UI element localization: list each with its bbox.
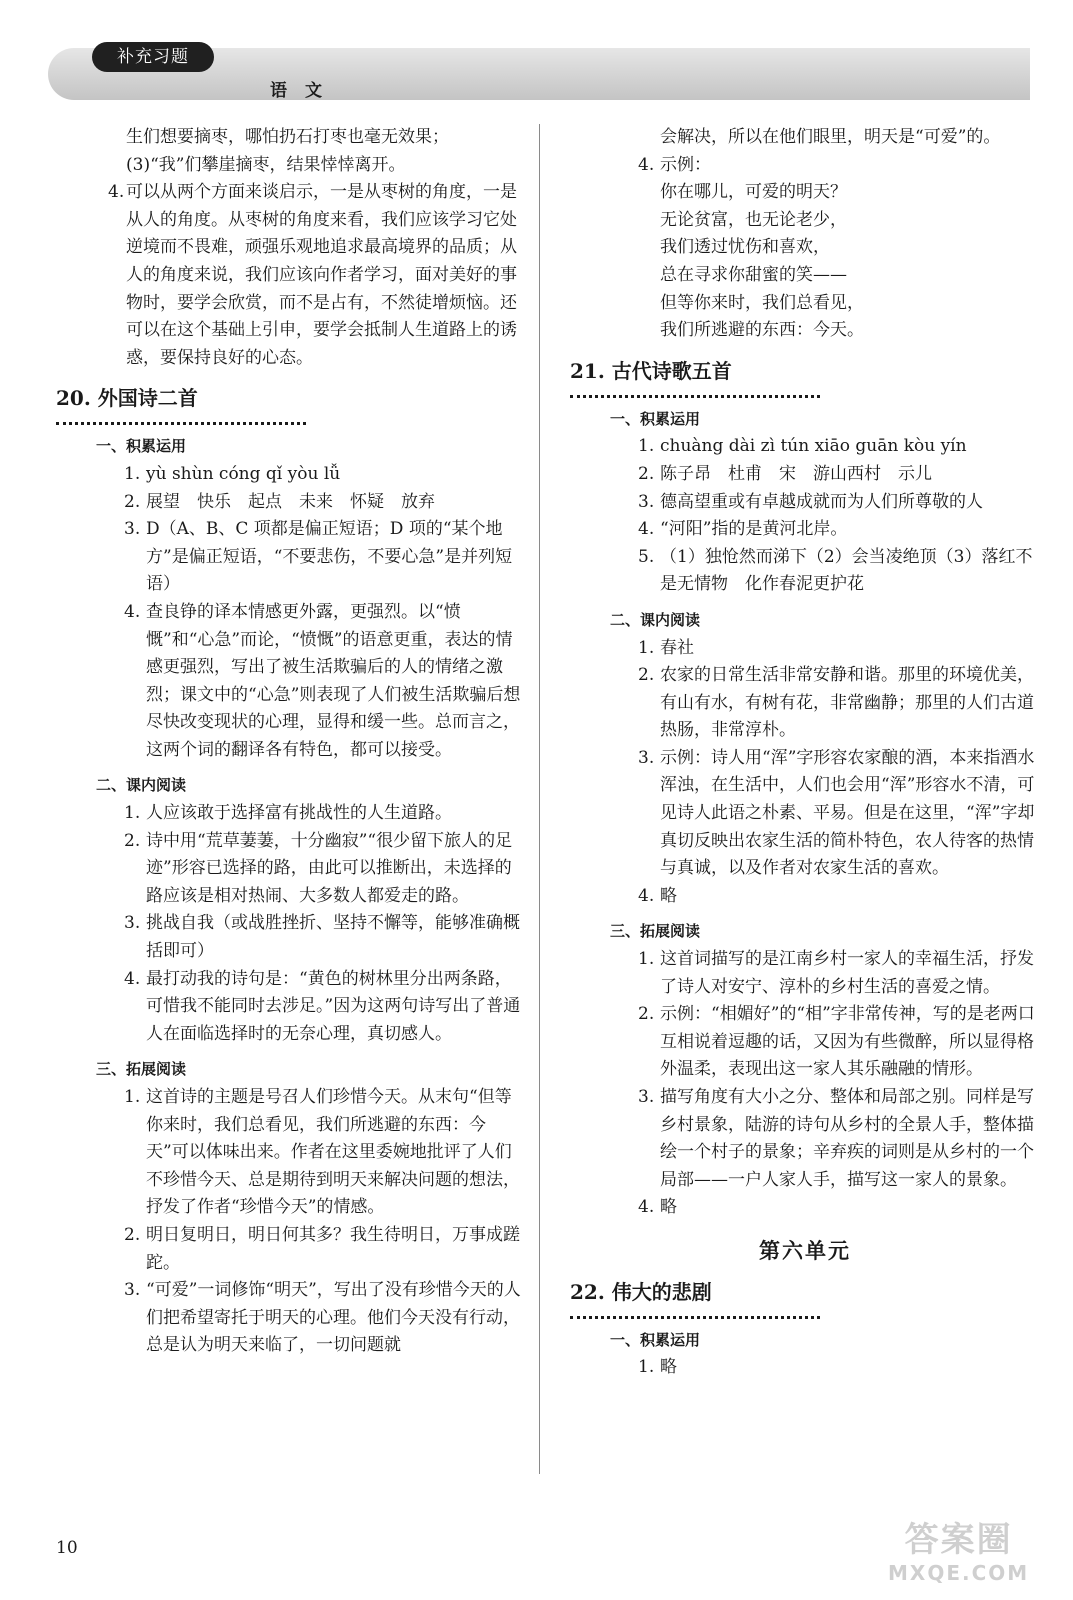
- item-text: 挑战自我（或战胜挫折、坚持不懈等，能够准确概括即可）: [146, 913, 520, 962]
- item-number: 3.: [124, 913, 141, 934]
- item-text: D（A、B、C 项都是偏正短语；D 项的“某个地方”是偏正短语，“不要悲伤，不要心急”是并列短语）: [146, 519, 513, 595]
- sub-heading: 一、积累运用: [610, 1330, 701, 1349]
- item-text: 这首诗的主题是号召人们珍惜今天。从末句“但等你来时，我们总看见，我们所逃避的东西：今天”可以体味出来。作者在这里委婉地批评了人们不珍惜今天、总是期待到明天来解决问题的想法，抒发了作者“珍惜今天”的情感。: [146, 1087, 520, 1218]
- answer-item: [570, 461, 1040, 489]
- answer-item: [570, 946, 1040, 1001]
- item-text: 诗中用“荒草萋萋，十分幽寂”“很少留下旅人的足迹”形容已选择的路，由此可以推断出，未选择的路应该是相对热闹、大多数人都爱走的路。: [146, 830, 513, 906]
- answer-item: [56, 910, 524, 965]
- item-text: 略: [660, 885, 677, 906]
- item-text: 描写角度有大小之分、整体和局部之别。同样是写乡村景象，陆游的诗句从乡村的全景人手，整体描绘一个村子的景象；辛弃疾的词则是从乡村的一个局部——一户人家人手，描写这一家人的景象。: [660, 1087, 1034, 1190]
- answer-item: [570, 516, 1040, 544]
- watermark-sub: MXQE.COM: [888, 1561, 1030, 1585]
- item-number: 2.: [124, 1224, 141, 1245]
- item-number: 4.: [638, 1197, 655, 1218]
- sub-heading: 三、拓展阅读: [610, 922, 701, 941]
- item-text: “河阳”指的是黄河北岸。: [660, 519, 848, 540]
- sub-heading: 一、积累运用: [610, 409, 701, 428]
- item-number: 3.: [638, 491, 655, 512]
- item-text: 德高望重或有卓越成就而为人们所尊敬的人: [660, 491, 983, 512]
- answer-item: [570, 745, 1040, 883]
- section-title-21: 21. 古代诗歌五首: [570, 357, 820, 398]
- header-subject: 语文: [270, 81, 340, 101]
- item-number: 1.: [638, 1357, 655, 1378]
- answer-item: [56, 1222, 524, 1277]
- poem-line: 你在哪儿，可爱的明天？: [660, 182, 847, 203]
- answer-item: [56, 1084, 524, 1222]
- item-number: 1.: [638, 637, 655, 658]
- item-text: 人应该敢于选择富有挑战性的人生道路。: [146, 803, 452, 824]
- answer-item: [56, 599, 524, 765]
- item-text: 示例：诗人用“浑”字形容农家酿的酒，本来指酒水浑浊，在生活中，人们也会用“浑”形容水不清，可见诗人此语之朴素、平易。但是在这里，“浑”字却真切反映出农家生活的简朴特色，农人待客的热情与真诚，以及作者对农家生活的喜欢。: [660, 747, 1035, 879]
- poem-block: [570, 179, 1040, 345]
- continued-line: 会解决，所以在他们眼里，明天是“可爱”的。: [660, 127, 1001, 147]
- answer-item: [570, 544, 1040, 599]
- poem-line: 总在寻求你甜蜜的笑——: [660, 264, 847, 285]
- item-number: 2.: [638, 1004, 655, 1025]
- answer-item: [56, 489, 524, 517]
- poem-line: 但等你来时，我们总看见，: [660, 292, 864, 313]
- item-number: 1.: [638, 436, 655, 457]
- item-text: 略: [660, 1197, 677, 1218]
- answer-item: [570, 883, 1040, 911]
- item-text: 可以从两个方面来谈启示，一是从枣树的角度，一是从人的角度。从枣树的角度来看，我们应该学习它处逆境而不畏难，顽强乐观地追求最高境界的品质；从人的角度来说，我们应该向作者学习，面对美好的事物时，要学会欣赏，而不是占有，不然徒增烦恼。还可以在这个基础上引申，要学会抵制人生道路上的诱惑，要保持良好的心态。: [126, 182, 517, 368]
- item-number: 4.: [638, 154, 655, 175]
- item-text: 这首词描写的是江南乡村一家人的幸福生活，抒发了诗人对安宁、淳朴的乡村生活的喜爱之情。: [660, 949, 1034, 997]
- item-number: 4.: [108, 182, 125, 203]
- sub-heading: 二、课内阅读: [96, 776, 187, 795]
- poem-line: 我们透过忧伤和喜欢，: [660, 237, 830, 258]
- sub-heading: 一、积累运用: [96, 437, 187, 456]
- item-text: 明日复明日，明日何其多？我生待明日，万事成蹉跎。: [146, 1224, 520, 1273]
- item-text: yù shùn cóng qǐ yòu lǚ: [146, 463, 341, 484]
- continued-line-1: 生们想要摘枣，哪怕扔石打枣也毫无效果；: [126, 127, 449, 147]
- watermark: [888, 1512, 1029, 1585]
- item-text: 陈子昂 杜甫 宋 游山西村 示儿: [660, 463, 932, 484]
- item-text: 略: [660, 1357, 677, 1378]
- item-text: 查良铮的译本情感更外露，更强烈。以“愤慨”和“心急”而论，“愤慨”的语意更重，表达的情感更强烈，写出了被生活欺骗后的人的情绪之激烈；课文中的“心急”则表现了人们被生活欺骗后想尽快改变现状的心理，显得和缓一些。总而言之，这两个词的翻译各有特色，都可以接受。: [146, 601, 521, 760]
- answer-item: [570, 635, 1040, 663]
- sub-heading: 三、拓展阅读: [96, 1060, 187, 1079]
- sub-heading: 二、课内阅读: [610, 610, 701, 629]
- item-number: 1.: [124, 1087, 141, 1107]
- answer-item: [570, 1194, 1040, 1222]
- section-title-22: 22. 伟大的悲剧: [570, 1278, 820, 1319]
- answer-item: [56, 828, 524, 911]
- item-number: 5.: [638, 546, 655, 567]
- answer-item: [570, 662, 1040, 745]
- answer-item: [56, 461, 524, 489]
- item-number: 3.: [638, 1087, 655, 1107]
- item-number: 3.: [124, 1280, 141, 1301]
- item-number: 3.: [638, 747, 655, 768]
- answer-item: [570, 489, 1040, 517]
- item-number: 4.: [638, 885, 655, 906]
- answer-item: [56, 516, 524, 599]
- answer-item: [56, 800, 524, 828]
- item-number: 1.: [638, 949, 655, 970]
- header-tab: 补充习题: [92, 42, 214, 72]
- item-number: 4.: [124, 968, 141, 989]
- item-text: 展望 快乐 起点 未来 怀疑 放弃: [146, 491, 435, 512]
- answer-item: [570, 1001, 1040, 1084]
- answer-item: [570, 152, 1040, 180]
- page-number: 10: [56, 1538, 78, 1558]
- item-number: 2.: [638, 463, 655, 484]
- item-number: 2.: [124, 830, 141, 851]
- right-column: [570, 124, 1040, 1382]
- item-text: “可爱”一词修饰“明天”，写出了没有珍惜今天的人们把希望寄托于明天的心理。他们今天没有行动，总是认为明天来临了，一切问题就: [146, 1280, 521, 1356]
- answer-item: [56, 179, 524, 372]
- item-text: 示例：: [660, 154, 711, 175]
- watermark-main: 答案圈: [904, 1520, 1013, 1560]
- unit-title: 第六单元: [759, 1238, 851, 1263]
- section-title-20: 20. 外国诗二首: [56, 384, 306, 425]
- answer-item: [570, 1354, 1040, 1382]
- item-text: 农家的日常生活非常安静和谐。那里的环境优美，有山有水，有树有花，非常幽静；那里的人们古道热肠，非常淳朴。: [660, 665, 1034, 741]
- answer-item: [570, 433, 1040, 461]
- poem-line: 无论贫富，也无论老少，: [660, 209, 847, 230]
- item-text: chuàng dài zì tún xiāo guān kòu yín: [660, 436, 967, 457]
- item-number: 2.: [124, 491, 141, 512]
- answer-item: [56, 966, 524, 1049]
- column-divider: [539, 124, 540, 1474]
- answer-item: [56, 1277, 524, 1360]
- answer-item: [570, 1084, 1040, 1194]
- continued-line-2: (3)“我”们攀崖摘枣，结果悻悻离开。: [126, 154, 406, 175]
- item-text: 春社: [660, 637, 694, 658]
- item-text: （1）独怆然而涕下（2）会当凌绝顶（3）落红不是无情物 化作春泥更护花: [660, 546, 1033, 595]
- item-text: 最打动我的诗句是：“黄色的树林里分出两条路，可惜我不能同时去涉足。”因为这两句诗写出了普通人在面临选择时的无奈心理，真切感人。: [146, 968, 521, 1044]
- item-number: 1.: [124, 463, 141, 484]
- item-number: 4.: [124, 601, 141, 622]
- left-column: [56, 124, 524, 1360]
- item-text: 示例：“相媚好”的“相”字非常传神，写的是老两口互相说着逗趣的话，又因为有些微醉，所以显得格外温柔，表现出这一家人其乐融融的情形。: [660, 1004, 1035, 1080]
- item-number: 2.: [638, 665, 655, 686]
- poem-line: 我们所逃避的东西：今天。: [660, 320, 864, 341]
- item-number: 1.: [124, 803, 141, 824]
- item-number: 3.: [124, 519, 141, 540]
- item-number: 4.: [638, 519, 655, 540]
